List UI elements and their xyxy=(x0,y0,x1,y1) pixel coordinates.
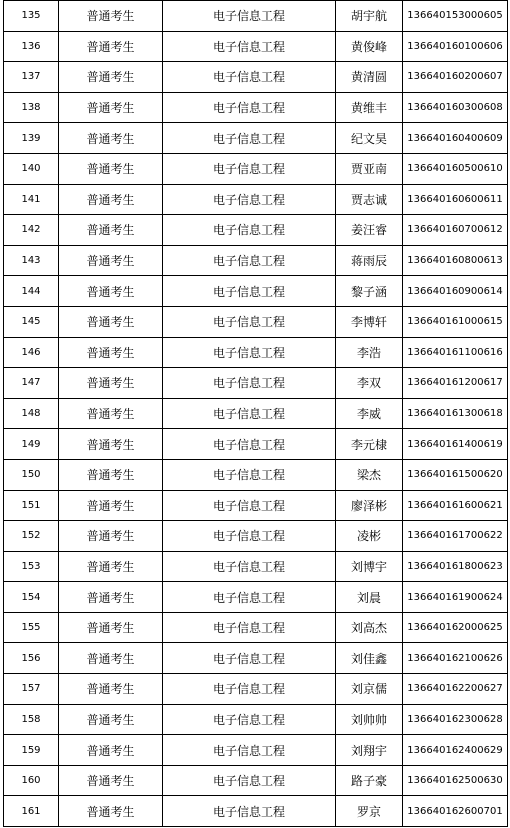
candidate-type-cell: 普通考生 xyxy=(59,92,163,123)
exam-id-cell: 136640161000615 xyxy=(403,306,508,337)
candidate-name-cell: 罗京 xyxy=(336,796,403,827)
major-cell: 电子信息工程 xyxy=(163,215,336,246)
candidate-type-cell: 普通考生 xyxy=(59,490,163,521)
table-row xyxy=(4,674,508,705)
table-row xyxy=(4,215,508,246)
exam-id-cell: 136640162200627 xyxy=(403,674,508,705)
candidate-type-cell: 普通考生 xyxy=(59,765,163,796)
major-cell: 电子信息工程 xyxy=(163,429,336,460)
candidate-name-cell: 姜汪睿 xyxy=(336,215,403,246)
candidate-name-cell: 黄维丰 xyxy=(336,92,403,123)
exam-id-cell: 136640160800613 xyxy=(403,245,508,276)
table-row xyxy=(4,245,508,276)
table-row xyxy=(4,459,508,490)
major-cell: 电子信息工程 xyxy=(163,612,336,643)
table-row xyxy=(4,31,508,62)
candidate-name-cell: 路子豪 xyxy=(336,765,403,796)
candidate-name-cell: 刘帅帅 xyxy=(336,704,403,735)
exam-id-cell: 136640160400609 xyxy=(403,123,508,154)
candidate-type-cell: 普通考生 xyxy=(59,62,163,93)
exam-id-cell: 136640161200617 xyxy=(403,368,508,399)
major-cell: 电子信息工程 xyxy=(163,521,336,552)
candidate-type-cell: 普通考生 xyxy=(59,704,163,735)
candidate-type-cell: 普通考生 xyxy=(59,245,163,276)
exam-id-cell: 136640161300618 xyxy=(403,398,508,429)
exam-id-cell: 136640161400619 xyxy=(403,429,508,460)
major-cell: 电子信息工程 xyxy=(163,398,336,429)
candidate-type-cell: 普通考生 xyxy=(59,459,163,490)
candidate-name-cell: 刘佳鑫 xyxy=(336,643,403,674)
candidate-type-cell: 普通考生 xyxy=(59,123,163,154)
row-number-cell: 153 xyxy=(4,551,59,582)
major-cell: 电子信息工程 xyxy=(163,490,336,521)
major-cell: 电子信息工程 xyxy=(163,459,336,490)
exam-id-cell: 136640160900614 xyxy=(403,276,508,307)
row-number-cell: 140 xyxy=(4,153,59,184)
major-cell: 电子信息工程 xyxy=(163,368,336,399)
exam-id-cell: 136640162100626 xyxy=(403,643,508,674)
exam-id-cell: 136640161600621 xyxy=(403,490,508,521)
table-row xyxy=(4,551,508,582)
candidate-type-cell: 普通考生 xyxy=(59,612,163,643)
table-row xyxy=(4,337,508,368)
candidate-type-cell: 普通考生 xyxy=(59,337,163,368)
candidate-name-cell: 李威 xyxy=(336,398,403,429)
candidate-name-cell: 蒋雨辰 xyxy=(336,245,403,276)
row-number-cell: 148 xyxy=(4,398,59,429)
row-number-cell: 155 xyxy=(4,612,59,643)
major-cell: 电子信息工程 xyxy=(163,735,336,766)
row-number-cell: 150 xyxy=(4,459,59,490)
table-row xyxy=(4,643,508,674)
major-cell: 电子信息工程 xyxy=(163,123,336,154)
candidate-name-cell: 李元棣 xyxy=(336,429,403,460)
candidate-type-cell: 普通考生 xyxy=(59,1,163,32)
candidate-name-cell: 李浩 xyxy=(336,337,403,368)
row-number-cell: 144 xyxy=(4,276,59,307)
exam-id-cell: 136640162600701 xyxy=(403,796,508,827)
table-body xyxy=(4,1,508,827)
candidate-type-cell: 普通考生 xyxy=(59,215,163,246)
candidate-type-cell: 普通考生 xyxy=(59,551,163,582)
exam-id-cell: 136640160500610 xyxy=(403,153,508,184)
candidate-type-cell: 普通考生 xyxy=(59,521,163,552)
candidate-type-cell: 普通考生 xyxy=(59,31,163,62)
row-number-cell: 159 xyxy=(4,735,59,766)
table-row xyxy=(4,612,508,643)
candidate-type-cell: 普通考生 xyxy=(59,735,163,766)
candidate-name-cell: 黎子涵 xyxy=(336,276,403,307)
exam-id-cell: 136640160700612 xyxy=(403,215,508,246)
candidate-name-cell: 刘翔宇 xyxy=(336,735,403,766)
table-row xyxy=(4,765,508,796)
candidate-name-cell: 李博轩 xyxy=(336,306,403,337)
row-number-cell: 135 xyxy=(4,1,59,32)
candidate-type-cell: 普通考生 xyxy=(59,674,163,705)
major-cell: 电子信息工程 xyxy=(163,1,336,32)
major-cell: 电子信息工程 xyxy=(163,337,336,368)
major-cell: 电子信息工程 xyxy=(163,765,336,796)
row-number-cell: 157 xyxy=(4,674,59,705)
candidate-name-cell: 黄清圆 xyxy=(336,62,403,93)
exam-id-cell: 136640162300628 xyxy=(403,704,508,735)
major-cell: 电子信息工程 xyxy=(163,276,336,307)
row-number-cell: 152 xyxy=(4,521,59,552)
candidate-table xyxy=(3,0,508,827)
table-row xyxy=(4,521,508,552)
exam-id-cell: 136640161800623 xyxy=(403,551,508,582)
table-row xyxy=(4,368,508,399)
row-number-cell: 156 xyxy=(4,643,59,674)
major-cell: 电子信息工程 xyxy=(163,306,336,337)
table-row xyxy=(4,123,508,154)
row-number-cell: 145 xyxy=(4,306,59,337)
major-cell: 电子信息工程 xyxy=(163,582,336,613)
row-number-cell: 151 xyxy=(4,490,59,521)
exam-id-cell: 136640160100606 xyxy=(403,31,508,62)
candidate-name-cell: 梁杰 xyxy=(336,459,403,490)
candidate-type-cell: 普通考生 xyxy=(59,153,163,184)
row-number-cell: 142 xyxy=(4,215,59,246)
table-row xyxy=(4,398,508,429)
row-number-cell: 141 xyxy=(4,184,59,215)
candidate-name-cell: 刘晨 xyxy=(336,582,403,613)
table-row xyxy=(4,184,508,215)
exam-id-cell: 136640161900624 xyxy=(403,582,508,613)
table-row xyxy=(4,153,508,184)
major-cell: 电子信息工程 xyxy=(163,704,336,735)
candidate-name-cell: 凌彬 xyxy=(336,521,403,552)
table-row xyxy=(4,92,508,123)
candidate-type-cell: 普通考生 xyxy=(59,429,163,460)
major-cell: 电子信息工程 xyxy=(163,31,336,62)
table-row xyxy=(4,276,508,307)
candidate-name-cell: 胡宇航 xyxy=(336,1,403,32)
exam-id-cell: 136640160300608 xyxy=(403,92,508,123)
table-row xyxy=(4,490,508,521)
row-number-cell: 154 xyxy=(4,582,59,613)
exam-id-cell: 136640161500620 xyxy=(403,459,508,490)
row-number-cell: 139 xyxy=(4,123,59,154)
major-cell: 电子信息工程 xyxy=(163,184,336,215)
table-row xyxy=(4,306,508,337)
candidate-name-cell: 李双 xyxy=(336,368,403,399)
row-number-cell: 136 xyxy=(4,31,59,62)
row-number-cell: 143 xyxy=(4,245,59,276)
major-cell: 电子信息工程 xyxy=(163,643,336,674)
exam-id-cell: 136640160600611 xyxy=(403,184,508,215)
candidate-name-cell: 刘京儒 xyxy=(336,674,403,705)
table-row xyxy=(4,582,508,613)
table-row xyxy=(4,1,508,32)
candidate-type-cell: 普通考生 xyxy=(59,276,163,307)
candidate-name-cell: 贾亚南 xyxy=(336,153,403,184)
major-cell: 电子信息工程 xyxy=(163,245,336,276)
candidate-type-cell: 普通考生 xyxy=(59,643,163,674)
row-number-cell: 160 xyxy=(4,765,59,796)
candidate-type-cell: 普通考生 xyxy=(59,184,163,215)
row-number-cell: 137 xyxy=(4,62,59,93)
candidate-name-cell: 廖泽彬 xyxy=(336,490,403,521)
candidate-type-cell: 普通考生 xyxy=(59,368,163,399)
candidate-name-cell: 刘高杰 xyxy=(336,612,403,643)
candidate-name-cell: 纪文昊 xyxy=(336,123,403,154)
major-cell: 电子信息工程 xyxy=(163,62,336,93)
candidate-name-cell: 刘博宇 xyxy=(336,551,403,582)
major-cell: 电子信息工程 xyxy=(163,153,336,184)
table-row xyxy=(4,62,508,93)
table-row xyxy=(4,704,508,735)
major-cell: 电子信息工程 xyxy=(163,92,336,123)
major-cell: 电子信息工程 xyxy=(163,796,336,827)
candidate-name-cell: 黄俊峰 xyxy=(336,31,403,62)
candidate-type-cell: 普通考生 xyxy=(59,582,163,613)
row-number-cell: 149 xyxy=(4,429,59,460)
candidate-type-cell: 普通考生 xyxy=(59,398,163,429)
exam-id-cell: 136640160200607 xyxy=(403,62,508,93)
row-number-cell: 158 xyxy=(4,704,59,735)
candidate-type-cell: 普通考生 xyxy=(59,796,163,827)
major-cell: 电子信息工程 xyxy=(163,674,336,705)
candidate-name-cell: 贾志诚 xyxy=(336,184,403,215)
row-number-cell: 138 xyxy=(4,92,59,123)
exam-id-cell: 136640161700622 xyxy=(403,521,508,552)
major-cell: 电子信息工程 xyxy=(163,551,336,582)
exam-id-cell: 136640162400629 xyxy=(403,735,508,766)
candidate-type-cell: 普通考生 xyxy=(59,306,163,337)
table-row xyxy=(4,735,508,766)
exam-id-cell: 136640161100616 xyxy=(403,337,508,368)
exam-id-cell: 136640162500630 xyxy=(403,765,508,796)
row-number-cell: 147 xyxy=(4,368,59,399)
table-row xyxy=(4,796,508,827)
row-number-cell: 161 xyxy=(4,796,59,827)
row-number-cell: 146 xyxy=(4,337,59,368)
exam-id-cell: 136640162000625 xyxy=(403,612,508,643)
exam-id-cell: 136640153000605 xyxy=(403,1,508,32)
table-row xyxy=(4,429,508,460)
